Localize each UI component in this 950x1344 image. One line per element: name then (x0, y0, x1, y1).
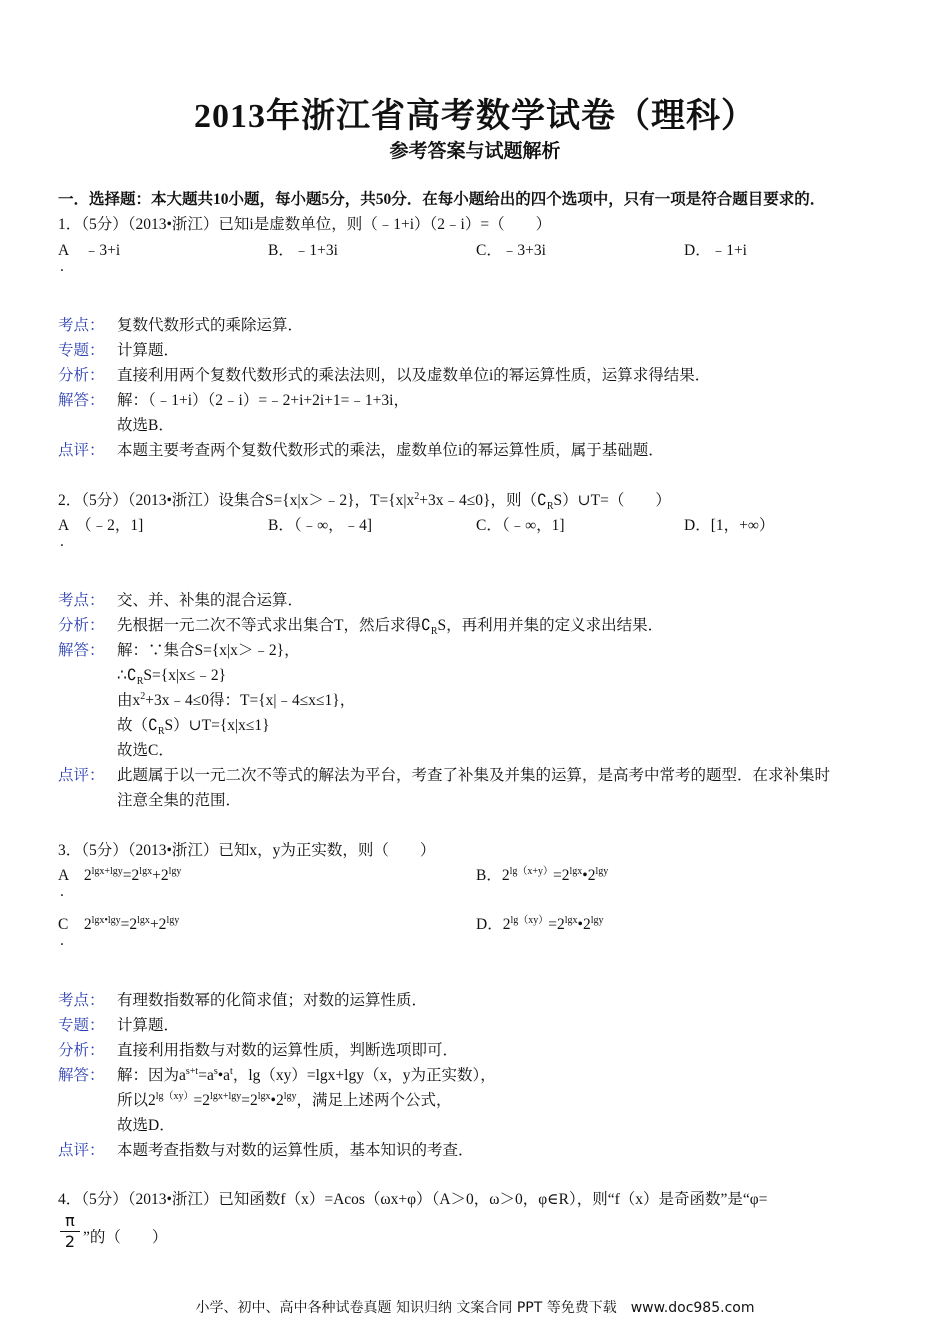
q3-dianping: 本题考查指数与对数的运算性质，基本知识的考查． (117, 1142, 474, 1159)
q3-kaodian-label: 考点： (58, 992, 105, 1009)
q4-fraction (58, 1212, 82, 1251)
q2-fenxi: 先根据一元二次不等式求出集合T，然后求得$∁_RS$，再利用并集的定义求出结果． (117, 617, 664, 638)
q1-kaodian: 复数代数形式的乘除运算． (117, 317, 304, 334)
page-title: 2013年浙江省高考数学试卷（理科） (194, 98, 756, 135)
q3-jieda-line2: 所以$2^{lg(xy)}=2^{lgx+lgy}=2^{lgx}•2^{lgy}$，满足上述两个公式， (117, 1090, 452, 1109)
q3-dot-1: . (60, 883, 64, 900)
page-subtitle: 参考答案与试题解析 (389, 141, 561, 162)
q2-dot: . (60, 533, 64, 550)
fraction-numerator: π (65, 1211, 75, 1230)
q1-stem: 1．（5分）（2013•浙江）已知i是虚数单位，则（﹣1+i）（2﹣i）=（ ） (58, 216, 552, 233)
q3-zhuanti: 计算题． (117, 1017, 180, 1034)
q4-stem: 4．（5分）（2013•浙江）已知函数f（x）=Acos（ωx+φ）（A＞0，ω＞0，φ∈R），则“f（x）是奇函数”是“φ= (58, 1191, 768, 1208)
q1-dianping: 本题主要考查两个复数代数形式的乘法，虚数单位i的幂运算性质，属于基础题． (117, 442, 664, 459)
q1-option-d: D．﹣1+i (684, 242, 747, 259)
q1-jieda-line2: 故选B． (117, 417, 174, 434)
q2-jieda-line5: 故选C． (117, 742, 174, 759)
q2-dianping-label: 点评： (58, 767, 105, 784)
q1-option-c: C．﹣3+3i (476, 242, 546, 259)
q4-stem-tail: ”的（ ） (83, 1229, 168, 1246)
q2-kaodian: 交、并、补集的混合运算． (117, 592, 304, 609)
q1-kaodian-label: 考点： (58, 317, 105, 334)
q1-dianping-label: 点评： (58, 442, 105, 459)
q1-fenxi-label: 分析： (58, 367, 105, 384)
q2-jieda-line1: 解：∵集合S={x|x＞﹣2}， (117, 642, 300, 659)
q3-kaodian: 有理数指数幂的化简求值；对数的运算性质． (117, 992, 428, 1009)
q2-option-a: A （﹣2，1] (58, 517, 144, 534)
q2-stem: 2．（5分）（2013•浙江）设集合S={x|x＞﹣2}，$T=\{x|x^2+3x﹣4\le 0\}$，则$(∁_RS)\cup T=$（ ） (58, 490, 671, 513)
q3-zhuanti-label: 专题： (58, 1017, 105, 1034)
q1-jieda-line1: 解：（﹣1+i）（2﹣i）=﹣2+i+2i+1=﹣1+3i， (117, 392, 409, 409)
q2-option-b: B．（﹣∞，﹣4] (268, 517, 373, 534)
q2-fenxi-label: 分析： (58, 617, 105, 634)
q3-fenxi-label: 分析： (58, 1042, 105, 1059)
q3-dianping-label: 点评： (58, 1142, 105, 1159)
q3-option-b: B．$2^{lg(x+y)}=2^{lgx}•2^{lgy}$ (476, 865, 609, 884)
q2-jieda-line2: $\therefore∁_RS=\{x|x\le﹣2\}$ (117, 667, 227, 688)
q1-jieda-label: 解答： (58, 392, 105, 409)
q1-dot: . (60, 258, 64, 275)
q1-option-a: A ﹣3+i (58, 242, 121, 259)
q2-dianping-line2: 注意全集的范围． (117, 792, 242, 809)
q2-jieda-line3: 由$x^2+3x﹣4\le 0$得：T={x|﹣4≤x≤1}， (117, 690, 356, 709)
q1-fenxi: 直接利用两个复数代数形式的乘法法则，以及虚数单位i的幂运算性质，运算求得结果． (117, 367, 711, 384)
q3-jieda-line1: 解：因为$a^{s+t}=a^s•a^t$，lg（xy）=lgx+lgy（x，y为正实数）， (117, 1065, 496, 1084)
q2-jieda-line4: 故$(∁_RS)\cup T=\{x|x\le 1\}$ (117, 717, 270, 738)
section-heading: 一．选择题：本大题共10小题，每小题5分，共50分．在每小题给出的四个选项中，只有一项是符合题目要求的． (58, 191, 826, 208)
q2-option-d: D．[1，+∞） (684, 517, 775, 534)
q2-jieda-label: 解答： (58, 642, 105, 659)
q2-kaodian-label: 考点： (58, 592, 105, 609)
q3-jieda-line3: 故选D． (117, 1117, 175, 1134)
q3-option-c: C $2^{lgx•lgy}=2^{lgx}+2^{lgy}$ (58, 914, 180, 933)
q3-jieda-label: 解答： (58, 1067, 105, 1084)
q1-zhuanti: 计算题． (117, 342, 180, 359)
q3-fenxi: 直接利用指数与对数的运算性质，判断选项即可． (117, 1042, 459, 1059)
q2-option-c: C．（﹣∞，1] (476, 517, 565, 534)
q1-zhuanti-label: 专题： (58, 342, 105, 359)
q2-dianping-line1: 此题属于以一元二次不等式的解法为平台，考查了补集及并集的运算，是高考中常考的题型．在求补集时 (117, 767, 831, 784)
q3-stem: 3．（5分）（2013•浙江）已知x，y为正实数，则（ ） (58, 842, 436, 859)
fraction-denominator: 2 (64, 1232, 76, 1251)
q3-option-d: D．$2^{lg(xy)}=2^{lgx}•2^{lgy}$ (476, 914, 604, 933)
q1-option-b: B．﹣1+3i (268, 242, 338, 259)
q3-dot-2: . (60, 932, 64, 949)
q3-option-a: A $2^{lgx+lgy}=2^{lgx}+2^{lgy}$ (58, 865, 182, 884)
page-footer: 小学、初中、高中各种试卷真题 知识归纳 文案合同 PPT 等免费下载 www.doc985.com (195, 1300, 755, 1316)
